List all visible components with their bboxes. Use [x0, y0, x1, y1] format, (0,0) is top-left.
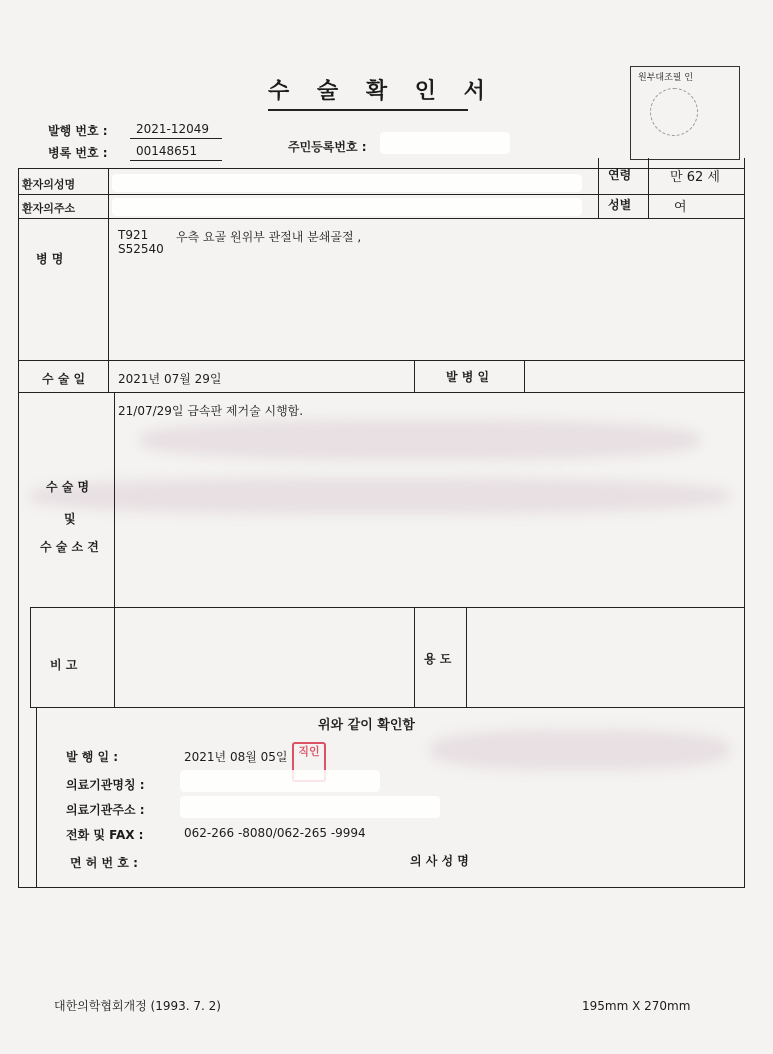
document-title: 수 술 확 인 서 [268, 74, 468, 111]
surgery-findings-label: 수 술 소 견 [40, 540, 99, 554]
surgery-date-label: 수 술 일 [42, 372, 86, 386]
record-number-label: 병록 번호 : [48, 146, 108, 160]
doctor-name-label: 의 사 성 명 [410, 854, 469, 868]
issue-date-label: 발 행 일 : [66, 750, 119, 764]
sex-label: 성별 [608, 198, 632, 212]
paper-smear [430, 730, 730, 770]
redaction [180, 770, 380, 792]
license-number-label: 면 허 번 호 : [70, 856, 138, 870]
issue-date: 2021년 08월 05일 [184, 750, 288, 764]
issue-number: 2021-12049 [136, 122, 210, 136]
redaction [112, 198, 582, 216]
paper-smear [140, 420, 700, 460]
redaction [380, 132, 510, 154]
hospital-name-label: 의료기관명칭 : [66, 778, 145, 792]
patient-name-label: 환자의성명 [22, 178, 76, 191]
phone-fax-label: 전화 및 FAX : [66, 828, 144, 842]
age-value: 만 62 세 [670, 170, 720, 185]
hospital-address-label: 의료기관주소 : [66, 803, 145, 817]
phone-fax-value: 062-266 -8080/062-265 -9994 [184, 826, 366, 840]
diagnosis-code-2: S52540 [118, 242, 164, 256]
onset-date-label: 발 병 일 [446, 370, 490, 384]
purpose-label: 용 도 [424, 652, 452, 666]
footer-paper-size: 195mm X 270mm [582, 999, 691, 1013]
footer-revision: 대한의학협회개정 (1993. 7. 2) [54, 999, 221, 1013]
redaction [180, 796, 440, 818]
diagnosis-label: 병 명 [36, 252, 64, 266]
paper-smear [30, 478, 730, 514]
diagnosis-description: 우측 요골 원위부 관절내 분쇄골절 , [176, 230, 362, 244]
remarks-label: 비 고 [50, 658, 78, 672]
patient-address-label: 환자의주소 [22, 202, 76, 215]
record-number: 00148651 [136, 144, 198, 158]
sex-value: 여 [674, 200, 687, 215]
surgery-date: 2021년 07월 29일 [118, 372, 222, 386]
surgery-findings: 21/07/29일 금속판 제거술 시행함. [118, 404, 304, 418]
age-label: 연령 [608, 168, 632, 182]
resident-number-label: 주민등록번호 : [288, 140, 367, 154]
surgery-name-label: 수 술 명 [46, 480, 90, 494]
redaction [112, 174, 582, 192]
hospital-seal-stamp: 직인 [292, 742, 326, 782]
confirm-statement: 위와 같이 확인함 [318, 718, 415, 733]
seal-label: 원부대조필 인 [638, 73, 694, 83]
surgery-name-and-label: 및 [64, 512, 76, 526]
diagnosis-code-1: T921 [118, 228, 149, 242]
seal-stamp-icon [650, 88, 698, 136]
issue-number-label: 발행 번호 : [48, 124, 108, 138]
